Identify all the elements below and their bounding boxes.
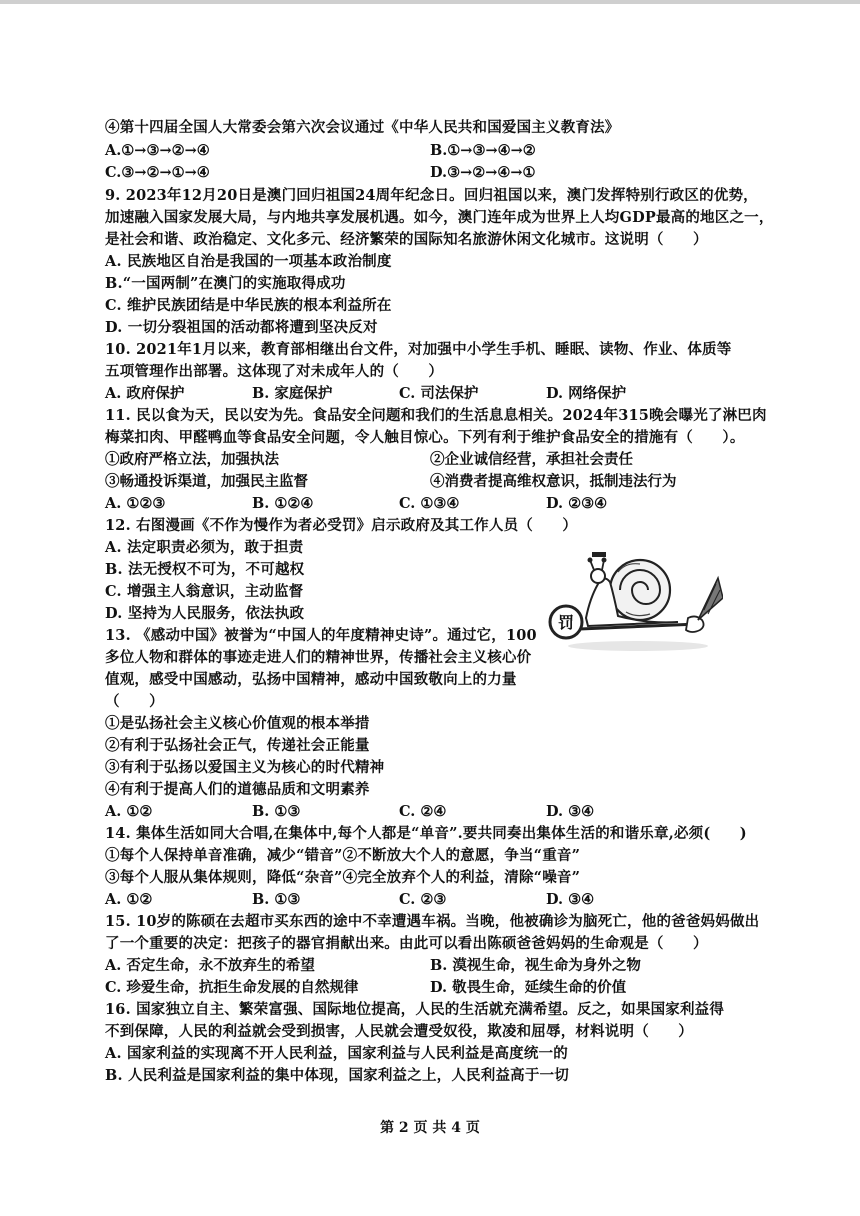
q14-stem: 14. 集体生活如同大合唱,在集体中,每个人都是“单音”.要共同奏出集体生活的和谐乐章,必须( ) bbox=[105, 825, 747, 842]
scan-top-edge bbox=[0, 0, 860, 4]
q13-item-4: ④有利于提高人们的道德品质和文明素养 bbox=[105, 781, 370, 798]
q10-options bbox=[105, 383, 755, 405]
q16-option-a[interactable]: A. 国家利益的实现离不开人民利益，国家利益与人民利益是高度统一的 bbox=[105, 1045, 568, 1062]
q12-option-c[interactable]: C. 增强主人翁意识，主动监督 bbox=[105, 583, 304, 600]
q11-stem-line1: 11. 民以食为天，民以安为先。食品安全问题和我们的生活息息相关。2024年315晚会曝光了淋巴肉 bbox=[105, 407, 767, 424]
q13-stem-line3: 值观，感受中国感动，弘扬中国精神，感动中国致敬向上的力量 bbox=[105, 671, 517, 688]
q8-options-row2 bbox=[105, 162, 755, 184]
q9-option-d[interactable]: D. 一切分裂祖国的活动都将遭到坚决反对 bbox=[105, 319, 378, 336]
q13-item-2: ②有利于弘扬社会正气，传递社会正能量 bbox=[105, 737, 370, 754]
q11-stem-line2: 梅菜扣肉、甲醛鸭血等食品安全问题，令人触目惊心。下列有利于维护食品安全的措施有（ ）。 bbox=[105, 429, 745, 446]
q10-stem-line1: 10. 2021年1月以来，教育部相继出台文件，对加强中小学生手机、睡眠、读物、作业、体质等 bbox=[105, 341, 732, 358]
q11-item-4: ④消费者提高维权意识，抵制违法行为 bbox=[430, 473, 677, 490]
q13-option-b[interactable]: B. ①③ bbox=[252, 803, 301, 820]
q9-stem-line2: 加速融入国家发展大局，与内地共享发展机遇。如今，澳门连年成为世界上人均GDP最高的地区之一， bbox=[105, 209, 774, 226]
q13-item-3: ③有利于弘扬以爱国主义为核心的时代精神 bbox=[105, 759, 385, 776]
q13-option-c[interactable]: C. ②④ bbox=[399, 803, 447, 820]
q9-option-a[interactable]: A. 民族地区自治是我国的一项基本政治制度 bbox=[105, 253, 392, 270]
q11-item-1: ①政府严格立法，加强执法 bbox=[105, 451, 279, 468]
q8-option-a[interactable]: A.①→③→②→④ bbox=[105, 142, 210, 159]
q14-option-c[interactable]: C. ②③ bbox=[399, 891, 447, 908]
q16-stem-line2: 不到保障，人民的利益就会受到损害，人民就会遭受奴役，欺凌和屈辱，材料说明（ ） bbox=[105, 1023, 693, 1040]
q8-option-d[interactable]: D.③→②→④→① bbox=[430, 164, 536, 181]
q13-stem-line1: 13. 《感动中国》被誉为“中国人的年度精神史诗”。通过它，100 bbox=[105, 627, 537, 644]
q14-options bbox=[105, 889, 755, 911]
q9-option-c[interactable]: C. 维护民族团结是中华民族的根本利益所在 bbox=[105, 297, 392, 314]
q9-stem-line1: 9. 2023年12月20日是澳门回归祖国24周年纪念日。回归祖国以来，澳门发挥特别行政区的优势， bbox=[105, 187, 758, 204]
penalty-sign-text: 罚 bbox=[557, 613, 575, 632]
q11-option-d[interactable]: D. ②③④ bbox=[546, 495, 608, 512]
page-footer: 第 2 页 共 4 页 bbox=[380, 1120, 480, 1136]
q11-option-c[interactable]: C. ①③④ bbox=[399, 495, 460, 512]
q14-option-d[interactable]: D. ③④ bbox=[546, 891, 595, 908]
q9-option-b[interactable]: B.“一国两制”在澳门的实施取得成功 bbox=[105, 275, 346, 292]
q14-items-row1: ①每个人保持单音准确，减少“错音”②不断放大个人的意愿，争当“重音” bbox=[105, 847, 581, 864]
q16-option-b[interactable]: B. 人民利益是国家利益的集中体现，国家利益之上，人民利益高于一切 bbox=[105, 1067, 569, 1084]
q13-stem-line2: 多位人物和群体的事迹走进人们的精神世界，传播社会主义核心价 bbox=[105, 649, 532, 666]
q10-option-c[interactable]: C. 司法保护 bbox=[399, 385, 479, 402]
q15-option-b[interactable]: B. 漠视生命，视生命为身外之物 bbox=[430, 957, 641, 974]
q16-stem-line1: 16. 国家独立自主、繁荣富强、国际地位提高，人民的生活就充满希望。反之，如果国家利益得 bbox=[105, 1001, 725, 1018]
q15-options-row1 bbox=[105, 955, 755, 977]
q11-items-row2 bbox=[105, 471, 755, 493]
q10-option-a[interactable]: A. 政府保护 bbox=[105, 385, 185, 402]
q13-options bbox=[105, 801, 755, 823]
q14-option-a[interactable]: A. ①② bbox=[105, 891, 153, 908]
q8-option-b[interactable]: B.①→③→④→② bbox=[430, 142, 536, 159]
q8-option-c[interactable]: C.③→②→①→④ bbox=[105, 164, 210, 181]
q13-option-d[interactable]: D. ③④ bbox=[546, 803, 595, 820]
q11-options bbox=[105, 493, 755, 515]
q11-option-a[interactable]: A. ①②③ bbox=[105, 495, 166, 512]
q13-item-1: ①是弘扬社会主义核心价值观的根本举措 bbox=[105, 715, 370, 732]
q9-stem-line3: 是社会和谐、政治稳定、文化多元、经济繁荣的国际知名旅游休闲文化城市。这说明（ ） bbox=[105, 231, 708, 248]
q15-option-a[interactable]: A. 否定生命，永不放弃生的希望 bbox=[105, 957, 315, 974]
q11-items-row1 bbox=[105, 449, 755, 471]
q8-options-row1 bbox=[105, 140, 755, 162]
q12-stem: 12. 右图漫画《不作为慢作为者必受罚》启示政府及其工作人员（ ） bbox=[105, 517, 578, 534]
q14-items-row2: ③每个人服从集体规则，降低“杂音”④完全放弃个人的利益，清除“噪音” bbox=[105, 869, 581, 886]
q15-stem-line2: 了一个重要的决定：把孩子的器官捐献出来。由此可以看出陈硕爸爸妈妈的生命观是（ ） bbox=[105, 935, 708, 952]
q15-option-c[interactable]: C. 珍爱生命，抗拒生命发展的自然规律 bbox=[105, 979, 359, 996]
q13-option-a[interactable]: A. ①② bbox=[105, 803, 153, 820]
q10-option-b[interactable]: B. 家庭保护 bbox=[252, 385, 333, 402]
q15-stem-line1: 15. 10岁的陈硕在去超市买东西的途中不幸遭遇车祸。当晚，他被确诊为脑死亡，他的爸爸妈妈做出 bbox=[105, 913, 760, 930]
q12-option-d[interactable]: D. 坚持为人民服务，依法执政 bbox=[105, 605, 305, 622]
q11-item-2: ②企业诚信经营，承担社会责任 bbox=[430, 451, 633, 468]
q10-option-d[interactable]: D. 网络保护 bbox=[546, 385, 627, 402]
q10-stem-line2: 五项管理作出部署。这体现了对未成年人的（ ） bbox=[105, 363, 444, 380]
q12-option-b[interactable]: B. 法无授权不可为，不可越权 bbox=[105, 561, 305, 578]
q13-stem-line4: （ ） bbox=[105, 693, 164, 710]
q14-option-b[interactable]: B. ①③ bbox=[252, 891, 301, 908]
q12-option-a[interactable]: A. 法定职责必须为，敢于担责 bbox=[105, 539, 304, 556]
q15-option-d[interactable]: D. 敬畏生命，延续生命的价值 bbox=[430, 979, 627, 996]
q11-option-b[interactable]: B. ①②④ bbox=[252, 495, 314, 512]
q11-item-3: ③畅通投诉渠道，加强民主监督 bbox=[105, 473, 308, 490]
item-4-statement: ④第十四届全国人大常委会第六次会议通过《中华人民共和国爱国主义教育法》 bbox=[105, 119, 620, 136]
q15-options-row2 bbox=[105, 977, 755, 999]
